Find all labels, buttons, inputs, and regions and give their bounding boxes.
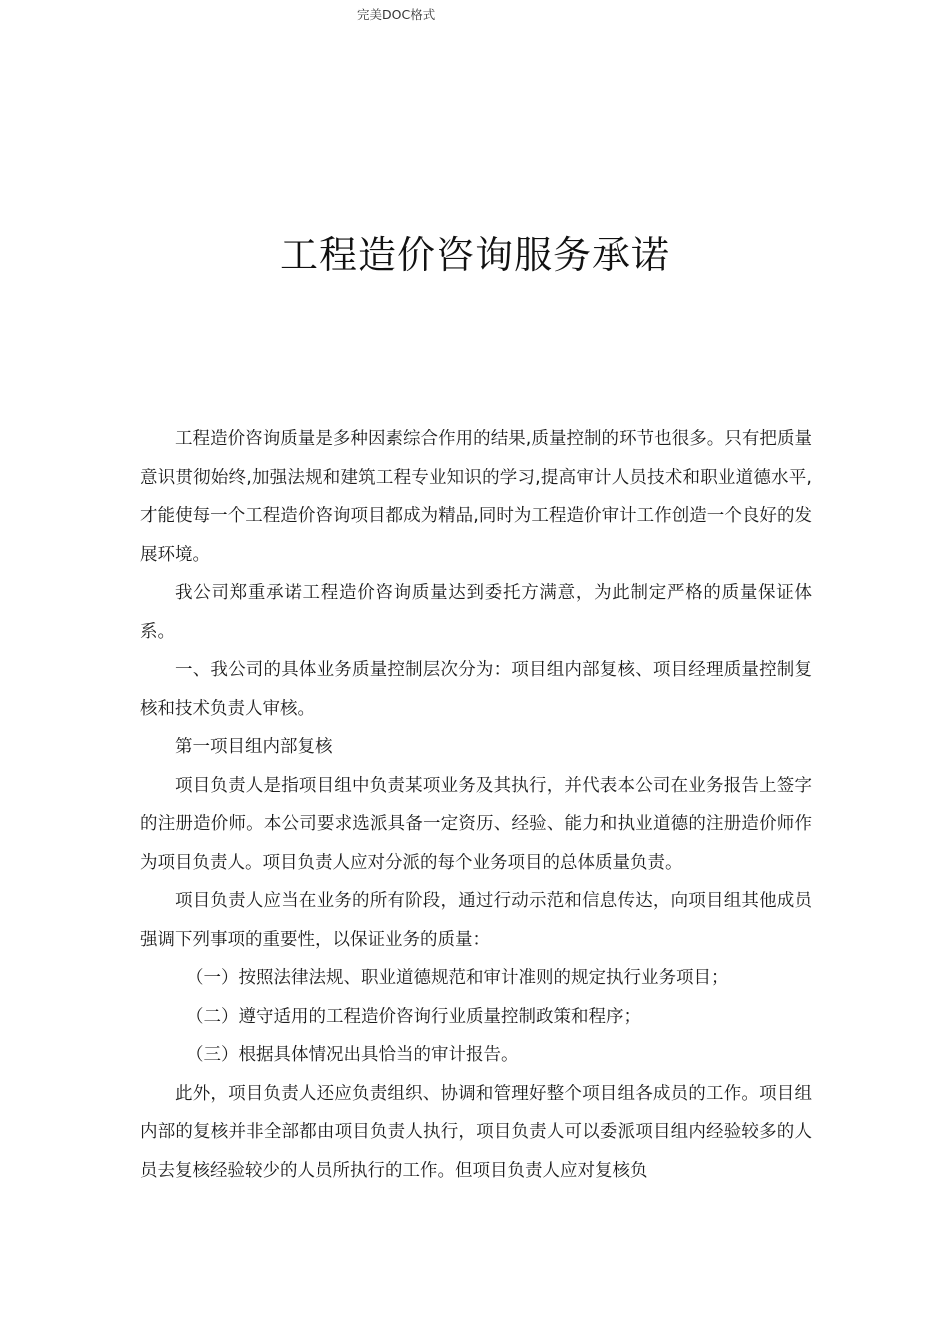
paragraph: 项目负责人是指项目组中负责某项业务及其执行，并代表本公司在业务报告上签字的注册造价师。本公司要求选派具备一定资历、经验、能力和执业道德的注册造价师作为项目负责人。项目负责人应对分派的每个业务项目的总体质量负责。 <box>140 775 812 873</box>
list-item: （一）按照法律法规、职业道德规范和审计准则的规定执行业务项目； <box>186 968 729 988</box>
list-item: （二）遵守适用的工程造价咨询行业质量控制政策和程序； <box>186 1006 641 1027</box>
section-heading: 第一项目组内部复核 <box>175 737 333 757</box>
document-title: 工程造价咨询服务承诺 <box>279 233 670 277</box>
paragraph: 一、我公司的具体业务质量控制层次分为：项目组内部复核、项目经理质量控制复核和技术负责人审核。 <box>140 660 812 719</box>
paragraph: 工程造价咨询质量是多种因素综合作用的结果,质量控制的环节也很多。只有把质量意识贯彻始终,加强法规和建筑工程专业知识的学习,提高审计人员技术和职业道德水平,才能使每一个工程造价咨询项目都成为精品,同时为工程造价审计工作创造一个良好的发展环境。 <box>140 429 812 565</box>
list-item: （三）根据具体情况出具恰当的审计报告。 <box>186 1045 519 1065</box>
document-body <box>140 420 812 1190</box>
paragraph: 此外，项目负责人还应负责组织、协调和管理好整个项目组各成员的工作。项目组内部的复核并非全部都由项目负责人执行，项目负责人可以委派项目组内经验较多的人员去复核经验较少的人员所执行的工作。但项目负责人应对复核负 <box>140 1083 812 1181</box>
header-note: 完美DOC格式 <box>357 7 436 22</box>
paragraph: 项目负责人应当在业务的所有阶段，通过行动示范和信息传达，向项目组其他成员强调下列事项的重要性，以保证业务的质量： <box>140 891 812 950</box>
paragraph: 我公司郑重承诺工程造价咨询质量达到委托方满意，为此制定严格的质量保证体系。 <box>140 583 812 642</box>
